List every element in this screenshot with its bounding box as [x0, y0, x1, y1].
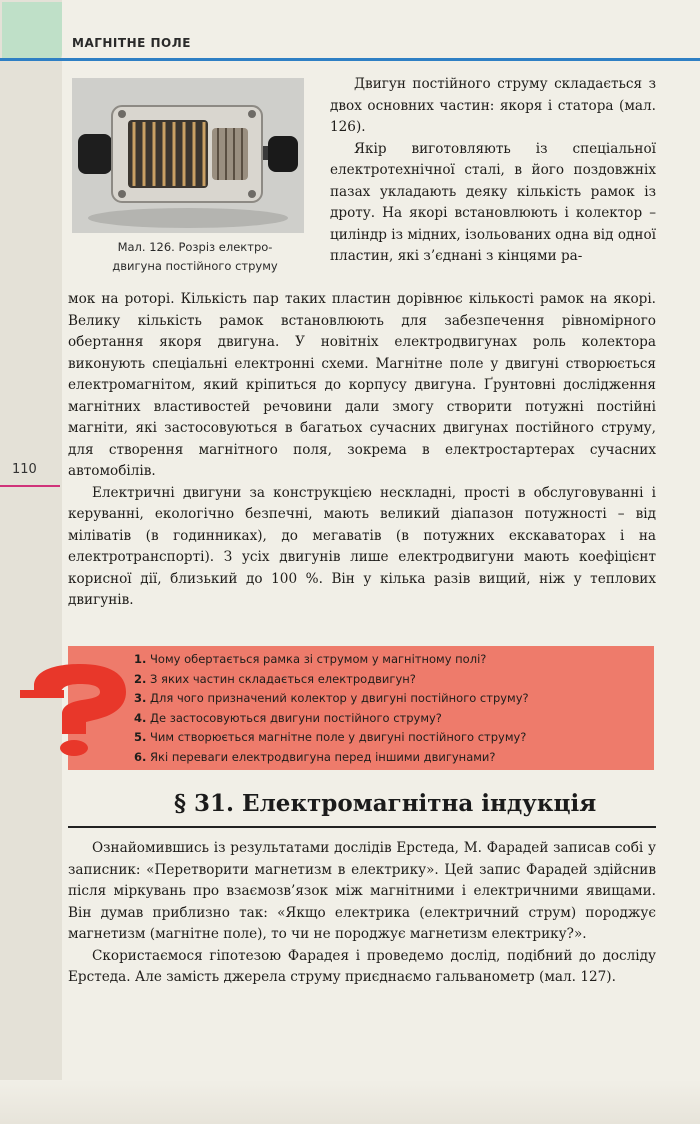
section-body-text: [68, 838, 656, 989]
page-bottom-edge: [0, 1080, 700, 1124]
question-item: 5. Чим створюється магнітне поле у двигуні постійного струму?: [134, 730, 527, 744]
paragraph-armature: Якір виготовляють із спеціальної електротехнічної сталі, в його поздовжніх пазах укладають деяку кількість рамок із дроту. На якорі встановлюють і колектор – циліндр із мідних, ізольованих одна від одної пластин, які з’єднані з кінцями ра-: [330, 140, 656, 264]
question-item: 6. Які переваги електродвигуна перед іншими двигунами?: [134, 749, 496, 764]
caption-line-1: Мал. 126. Розріз електро-: [117, 240, 273, 254]
question-item: 2. З яких частин складається електродвигун?: [134, 671, 416, 686]
paragraph-electric-motors: Електричні двигуни за конструкцією нескладні, прості в обслуговуванні і керуванні, екологічно безпечні, мають великий діапазон потужності – від міліватів (в годинниках), до мегаватів (в потужних екскаваторах і на електротранспорті). З усіх двигунів лише електродвигуни мають коефіцієнт корисної дії, близький до 100 %. Він у кілька разів вищий, ніж у теплових двигунів.: [68, 484, 656, 608]
right-column-text: [330, 74, 656, 268]
question-item: 4. Де застосовуються двигуни постійного струму?: [134, 710, 442, 725]
paragraph-armature-continued: мок на роторі. Кількість пар таких пластин дорівнює кількості рамок на якорі. Велику кількість рамок встановлюють для забезпечення рівномірного обертання якоря двигуна. У новітніх електродвигунах роль колектора виконують спеціальні електронні схеми. Магнітне поле у двигуні створюється електромагнітом, який кріпиться до корпусу двигуна. Ґрунтовні дослідження магнітних властивостей речовини дали змогу створити потужні постійні магніти, які застосовуються в багатьох сучасних двигунах постійного струму, для створення магнітного поля, зокрема в електростартерах сучасних автомобілів.: [68, 291, 656, 479]
question-item: 1. Чому обертається рамка зі струмом у магнітному полі?: [134, 652, 487, 666]
caption-line-2: двигуна постійного струму: [112, 259, 278, 273]
section-heading: § 31. Електромагнітна індукція: [174, 790, 597, 817]
running-header: МАГНІТНЕ ПОЛЕ: [72, 36, 191, 50]
full-width-text: [68, 289, 656, 612]
paragraph-faraday-note: Ознайомившись із результатами дослідів Ерстеда, М. Фарадей записав собі у записник: «Перетворити магнетизм в електрику». Цей запис Фарадей здійснив після міркувань про взаємозв’язок між магнітними і електричними явищами. Він думав приблизно так: «Якщо електрика (електричний струм) породжує магнетизм (магнітне поле), то чи не породжує магнетизм електрику?».: [68, 840, 656, 942]
question-mark-icon: [20, 664, 130, 756]
header-rule: [0, 58, 700, 61]
page-number: 110: [12, 462, 37, 477]
figure-caption: [82, 238, 308, 276]
motor-cutaway-icon: [72, 78, 304, 233]
motor-cutaway-photo: [72, 78, 304, 233]
question-item: 3. Для чого призначений колектор у двигуні постійного струму?: [134, 691, 529, 705]
review-questions-list: [134, 650, 529, 767]
paragraph-motor-intro: Двигун постійного струму складається з двох основних частин: якоря і статора (мал. 126).: [330, 76, 656, 135]
left-margin-strip: [0, 0, 62, 1124]
page-number-rule: [0, 485, 60, 487]
paragraph-faraday-experiment: Скористаємося гіпотезою Фарадея і проведемо дослід, подібний до досліду Ерстеда. Але замість джерела струму приєднаємо гальванометр (мал. 127).: [68, 947, 656, 985]
chapter-tab-corner: [2, 2, 62, 60]
section-heading-rule: [68, 826, 656, 828]
